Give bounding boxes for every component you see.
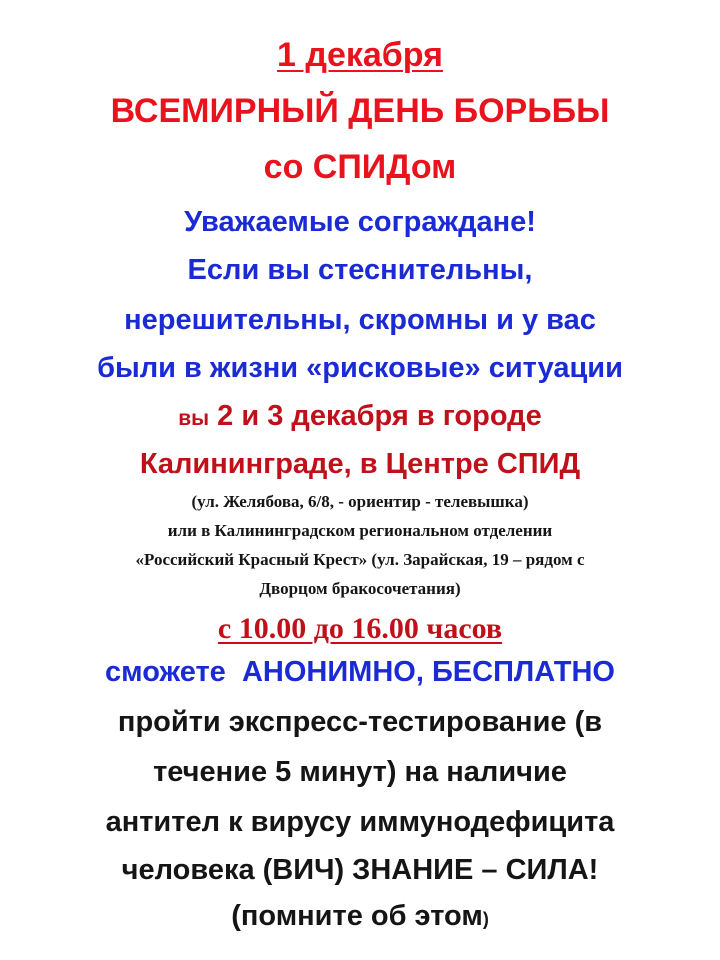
closing-note [0, 900, 720, 933]
appeal-line: были в жизни «рисковые» ситуации [97, 352, 623, 384]
greeting: Уважаемые сограждане! [184, 206, 536, 238]
offer-prefix: сможете [105, 656, 226, 688]
event-dates: 2 и 3 декабря в городе [217, 400, 542, 432]
address-line: (ул. Желябова, 6/8, - ориентир - телевышка) [191, 492, 529, 511]
offer-text: течение 5 минут) на наличие [153, 756, 567, 788]
dates-prefix: вы [178, 407, 210, 430]
address-line: «Российский Красный Крест» (ул. Зарайская, 19 – рядом с [135, 550, 585, 569]
closing-note-paren: ) [482, 909, 489, 929]
appeal-line: нерешительны, скромны и у вас [124, 304, 596, 336]
event-title: ВСЕМИРНЫЙ ДЕНЬ БОРЬБЫ [110, 92, 610, 130]
event-date: 1 декабря [277, 36, 443, 74]
address-line: или в Калининградском региональном отделении [167, 521, 553, 540]
offer-line [0, 656, 720, 689]
closing-note-text: (помните об этом [231, 900, 483, 932]
offer-text: пройти экспресс-тестирование (в [117, 706, 603, 738]
offer-emphasis: АНОНИМНО, БЕСПЛАТНО [241, 656, 615, 688]
opening-hours: с 10.00 до 16.00 часов [217, 612, 503, 645]
offer-text: человека (ВИЧ) ЗНАНИЕ – СИЛА! [121, 854, 599, 886]
event-title-continued: со СПИДом [263, 148, 457, 186]
address-line: Дворцом бракосочетания) [259, 579, 461, 598]
offer-text: антител к вирусу иммунодефицита [105, 806, 615, 838]
dates-line [0, 400, 720, 433]
appeal-line: Если вы стеснительны, [187, 254, 533, 286]
event-place: Калининграде, в Центре СПИД [139, 448, 581, 480]
